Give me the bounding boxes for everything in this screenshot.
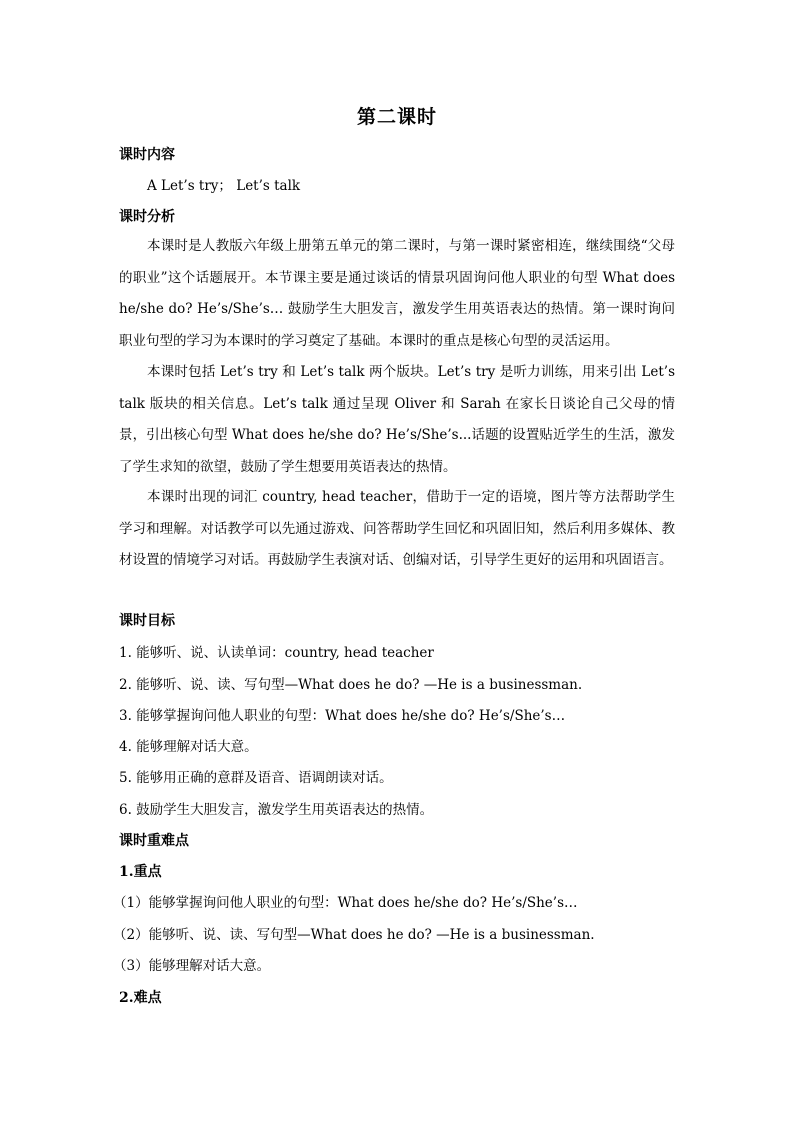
key-point-item: （2）能够听、说、读、写句型—What does he do? —He is a businessman. xyxy=(113,927,595,943)
goal-item: 6. 鼓励学生大胆发言，激发学生用英语表达的热情。 xyxy=(119,802,434,818)
goal-item: 4. 能够理解对话大意。 xyxy=(119,739,258,755)
key-point-item: （1）能够掌握询问他人职业的句型：What does he/she do? He’s/She’s… xyxy=(113,895,578,911)
heading-key-difficult: 课时重难点 xyxy=(119,833,189,849)
heading-lesson-goals: 课时目标 xyxy=(119,613,175,629)
analysis-paragraph-3: 本课时出现的词汇 country, head teacher，借助于一定的语境，图片等方法帮助学生学习和理解。对话教学可以先通过游戏、问答帮助学生回忆和巩固旧知，然后利用多媒体、教材设置的情境学习对话。再鼓励学生表演对话、创编对话，引导学生更好的运用和巩固语言。 xyxy=(119,489,675,568)
goal-item: 5. 能够用正确的意群及语音、语调朗读对话。 xyxy=(119,770,393,786)
goal-item: 3. 能够掌握询问他人职业的句型：What does he/she do? He’s/She’s… xyxy=(119,708,566,724)
page-title: 第二课时 xyxy=(356,106,437,128)
heading-difficult-points: 2.难点 xyxy=(119,990,162,1006)
goal-item: 1. 能够听、说、认读单词：country, head teacher xyxy=(119,645,434,661)
heading-key-points: 1.重点 xyxy=(119,864,162,880)
analysis-paragraph-1: 本课时是人教版六年级上册第五单元的第二课时，与第一课时紧密相连，继续围绕“父母的职业”这个话题展开。本节课主要是通过谈话的情景巩固询问他人职业的句型 What does he/she do? He’s/She’s… 鼓励学生大胆发言，激发学生用英语表达的热情。第一课时询问职业句型的学习为本课时的学习奠定了基础。本课时的重点是核心句型的灵活运用。 xyxy=(119,238,675,349)
heading-lesson-analysis: 课时分析 xyxy=(119,209,175,225)
analysis-paragraph-2: 本课时包括 Let’s try 和 Let’s talk 两个版块。Let’s try 是听力训练，用来引出 Let’s talk 版块的相关信息。Let’s talk 通过呈现 Oliver 和 Sarah 在家长日谈论自己父母的情景，引出核心句型 What does he/she do? He’s/She’s...话题的设置贴近学生的生活，激发了学生求知的欲望，鼓励了学生想要用英语表达的热情。 xyxy=(119,364,675,475)
goal-item: 2. 能够听、说、读、写句型—What does he do? —He is a businessman. xyxy=(119,677,583,693)
key-point-item: （3）能够理解对话大意。 xyxy=(113,958,271,974)
heading-lesson-content: 课时内容 xyxy=(119,147,175,163)
lesson-content-text: A Let’s try； Let’s talk xyxy=(147,178,301,194)
